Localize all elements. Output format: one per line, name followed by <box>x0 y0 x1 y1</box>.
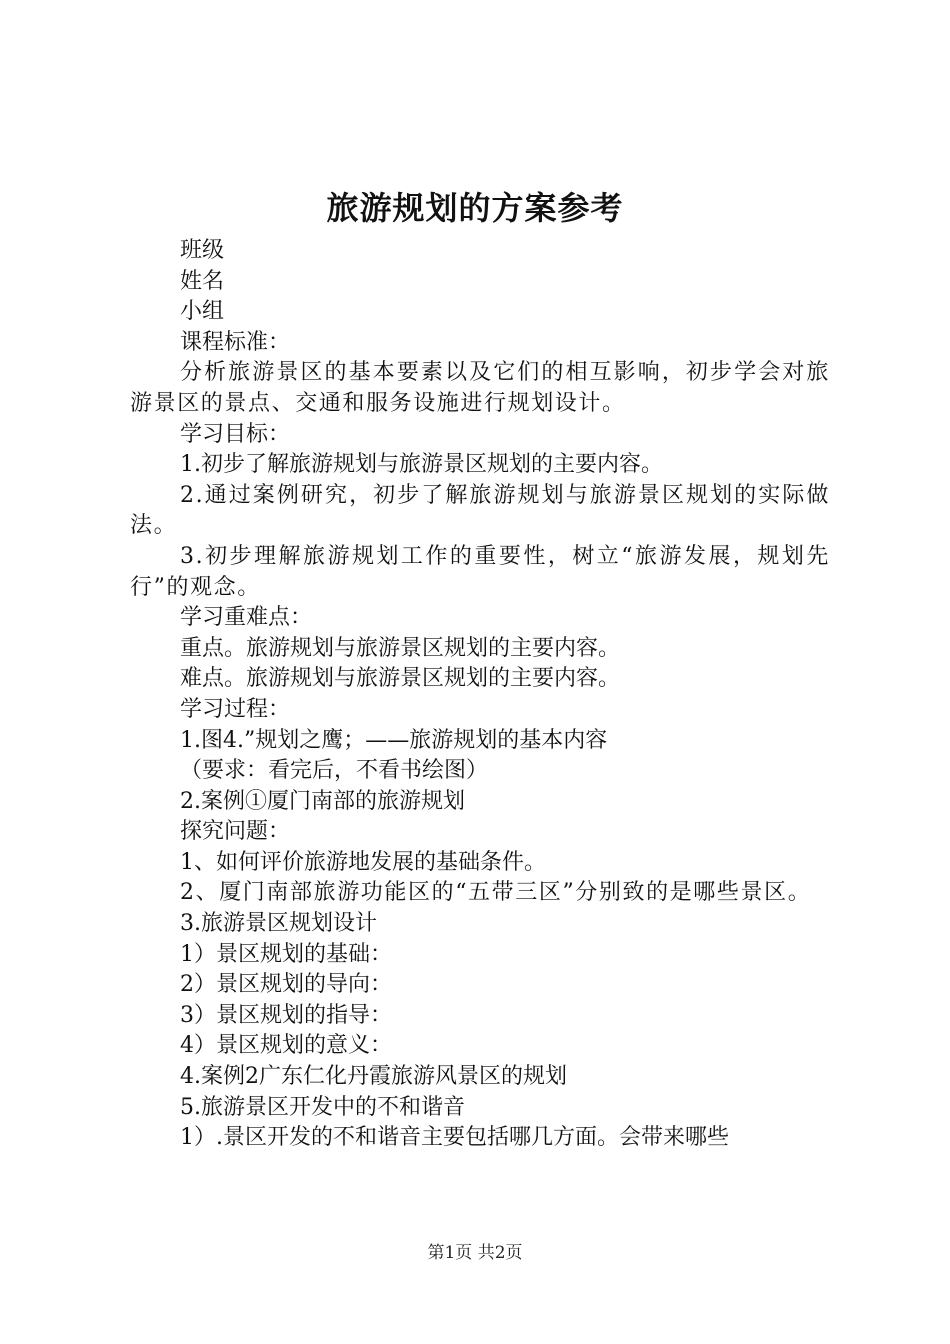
section-heading-learning-objectives: 学习目标： <box>180 421 291 447</box>
sub-item: 1）景区规划的基础： <box>180 941 392 967</box>
section-heading-curriculum-standard: 课程标准： <box>180 329 291 355</box>
section-heading-key-difficult-points: 学习重难点： <box>180 605 313 631</box>
sub-item: 2）景区规划的导向： <box>180 972 392 998</box>
inquiry-heading: 探究问题： <box>180 819 291 845</box>
process-item: 3.旅游景区规划设计 <box>180 911 377 937</box>
objective-item: 3.初步理解旅游规划工作的重要性，树立“旅游发展，规划先行”的观念。 <box>130 543 830 600</box>
sub-item: 3）景区规划的指导： <box>180 1002 392 1028</box>
curriculum-standard-text: 分析旅游景区的基本要素以及它们的相互影响，初步学会对旅游景区的景点、交通和服务设施进行规划设计。 <box>130 360 830 416</box>
sub-item: 1）.景区开发的不和谐音主要包括哪几方面。会带来哪些 <box>180 1125 729 1151</box>
key-point-text: 重点。旅游规划与旅游景区规划的主要内容。 <box>180 635 621 661</box>
class-field-label: 班级 <box>180 238 225 263</box>
objective-item: 2.通过案例研究，初步了解旅游规划与旅游景区规划的实际做法。 <box>130 482 830 539</box>
inquiry-question: 2、厦门南部旅游功能区的“五带三区”分别致的是哪些景区。 <box>180 880 812 906</box>
page-footer: 第1页 共2页 <box>427 1243 523 1263</box>
process-note: （要求：看完后，不看书绘图） <box>180 758 489 784</box>
objective-item: 1.初步了解旅游规划与旅游景区规划的主要内容。 <box>180 452 663 478</box>
sub-item: 4）景区规划的意义： <box>180 1033 392 1059</box>
process-item: 5.旅游景区开发中的不和谐音 <box>180 1094 465 1120</box>
document-body <box>130 236 830 1154</box>
name-field-label: 姓名 <box>180 268 225 294</box>
process-item: 4.案例2广东仁化丹霞旅游风景区的规划 <box>180 1064 567 1090</box>
group-field-label: 小组 <box>180 299 225 325</box>
difficult-point-text: 难点。旅游规划与旅游景区规划的主要内容。 <box>180 666 621 692</box>
process-item: 2.案例①厦门南部的旅游规划 <box>180 788 465 814</box>
section-heading-learning-process: 学习过程： <box>180 696 291 722</box>
document-title: 旅游规划的方案参考 <box>326 189 624 227</box>
inquiry-question: 1、如何评价旅游地发展的基础条件。 <box>180 849 546 875</box>
process-item: 1.图4.”规划之鹰；——旅游规划的基本内容 <box>180 727 608 753</box>
